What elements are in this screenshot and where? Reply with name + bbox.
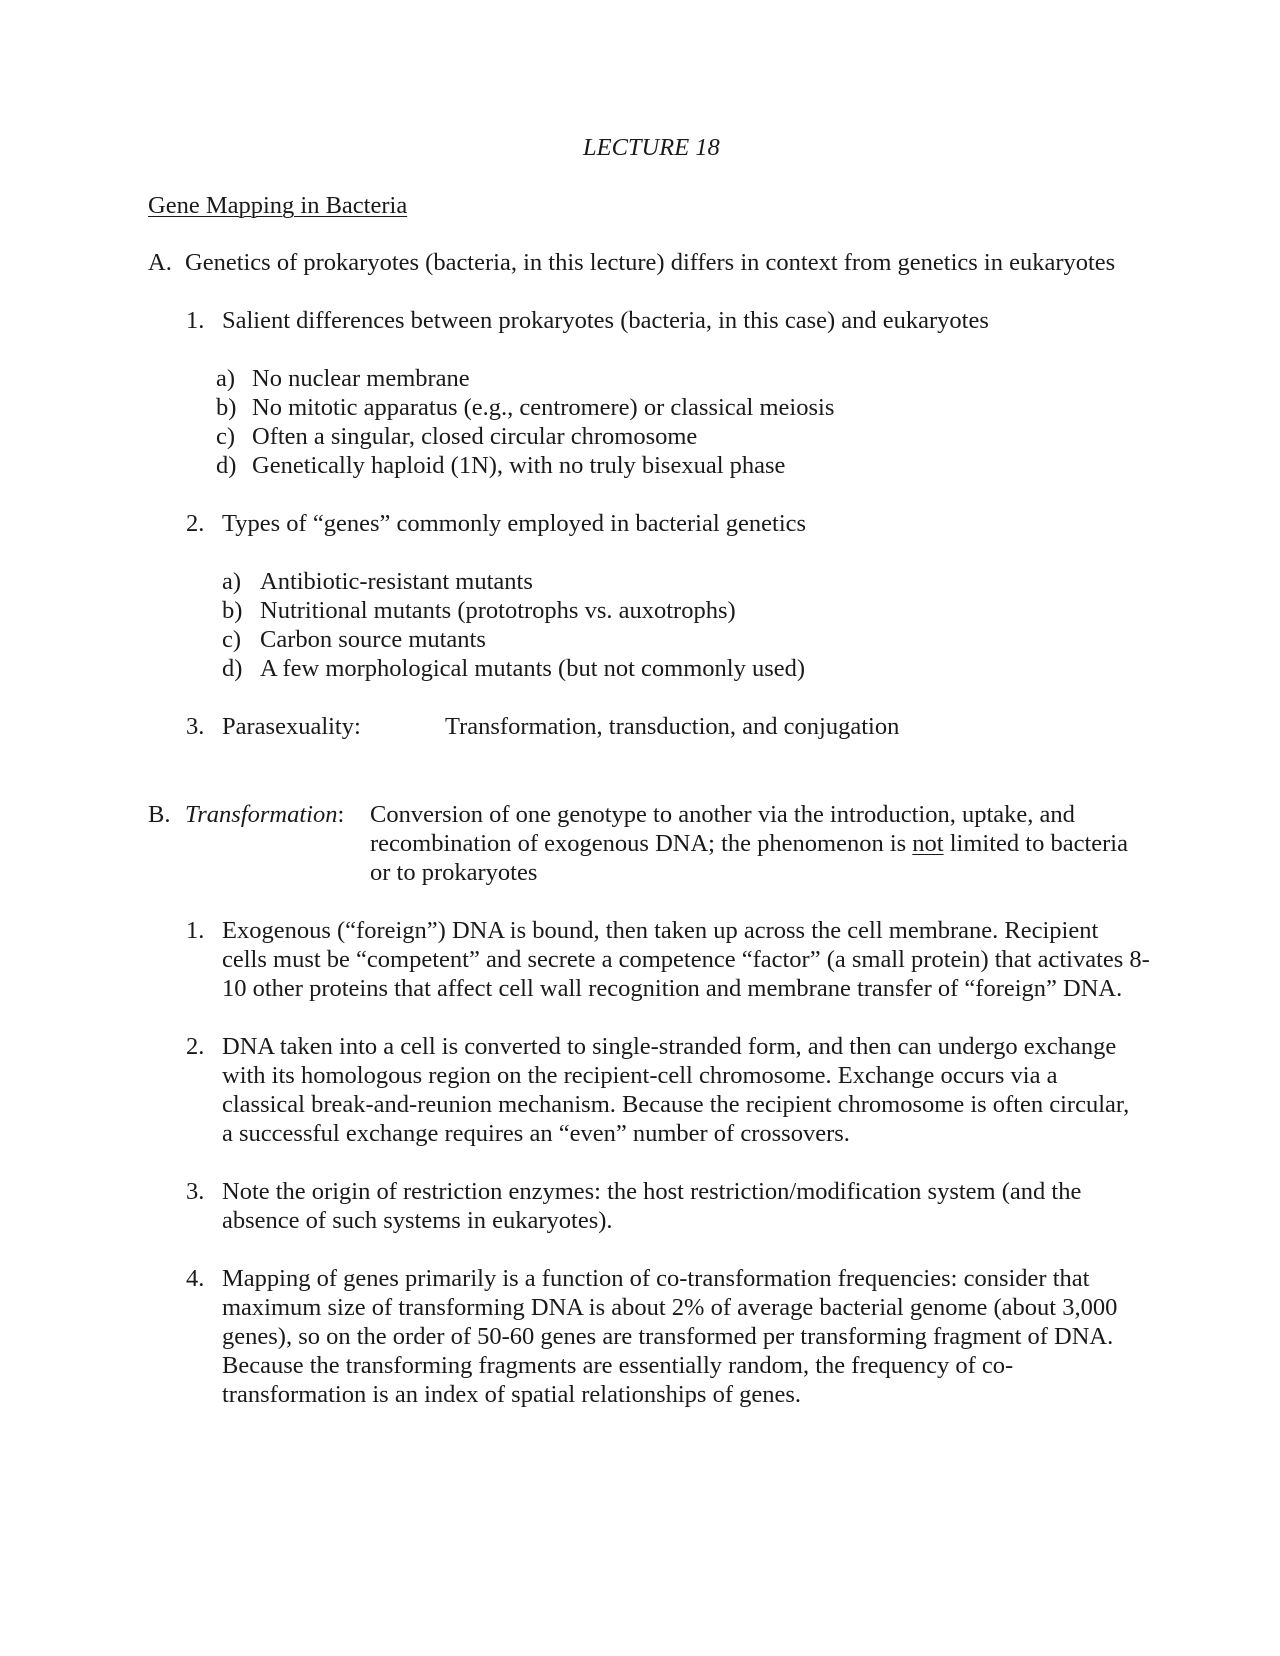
b4-marker: 4. [186, 1265, 205, 1292]
a2-sub-a-text: Antibiotic-resistant mutants [260, 568, 533, 595]
b4-line: Mapping of genes primarily is a function of co-transformation frequencies: consider that [222, 1265, 1090, 1292]
b3-marker: 3. [186, 1178, 205, 1205]
section-b-def-line1: Conversion of one genotype to another via the introduction, uptake, and [370, 801, 1075, 828]
a1-sub-d-marker: d) [216, 452, 237, 479]
b3-line: Note the origin of restriction enzymes: the host restriction/modification system (and the [222, 1178, 1082, 1205]
a3-marker: 3. [186, 713, 205, 740]
a1-sub-c-marker: c) [216, 423, 236, 450]
b4-line: genes), so on the order of 50-60 genes are transformed per transforming fragment of DNA. [222, 1323, 1114, 1350]
section-b-term: Transformation [185, 801, 338, 828]
b1-marker: 1. [186, 917, 205, 944]
section-b-marker: B. [148, 801, 171, 828]
a2-sub-d-text: A few morphological mutants (but not commonly used) [260, 655, 806, 682]
section-b-def-line3: or to prokaryotes [370, 859, 538, 886]
b4-line: maximum size of transforming DNA is about 2% of average bacterial genome (about 3,000 [222, 1294, 1118, 1321]
a1-text: Salient differences between prokaryotes (bacteria, in this case) and eukaryotes [222, 307, 989, 334]
a2-marker: 2. [186, 510, 205, 537]
section-b-term-wrap [185, 800, 344, 830]
section-a-text: Genetics of prokaryotes (bacteria, in this lecture) differs in context from genetics in eukaryotes [185, 249, 1116, 276]
a3-text: Transformation, transduction, and conjugation [445, 713, 900, 740]
b2-line: a successful exchange requires an “even” number of crossovers. [222, 1120, 850, 1147]
section-b-def-line2-a: recombination of exogenous DNA; the phenomenon is [370, 830, 913, 857]
a3-label: Parasexuality: [222, 713, 361, 740]
a2-sub-c-text: Carbon source mutants [260, 626, 486, 653]
a1-sub-d-text: Genetically haploid (1N), with no truly bisexual phase [252, 452, 786, 479]
section-a-marker: A. [148, 249, 172, 276]
a2-text: Types of “genes” commonly employed in bacterial genetics [222, 510, 807, 537]
a2-sub-a-marker: a) [222, 568, 242, 595]
b1-line: Exogenous (“foreign”) DNA is bound, then taken up across the cell membrane. Recipient [222, 917, 1099, 944]
page-title: LECTURE 18 [583, 134, 720, 161]
a1-sub-a-text: No nuclear membrane [252, 365, 470, 392]
a1-sub-a-marker: a) [216, 365, 236, 392]
a1-sub-b-text: No mitotic apparatus (e.g., centromere) or classical meiosis [252, 394, 835, 421]
section-b-def-not: not [912, 830, 944, 857]
b4-line: transformation is an index of spatial relationships of genes. [222, 1381, 802, 1408]
b4-line: Because the transforming fragments are essentially random, the frequency of co- [222, 1352, 1014, 1379]
b2-line: DNA taken into a cell is converted to single-stranded form, and then can undergo exchange [222, 1033, 1117, 1060]
b2-marker: 2. [186, 1033, 205, 1060]
section-b-def-line2-b: limited to bacteria [943, 830, 1128, 857]
a2-sub-b-text: Nutritional mutants (prototrophs vs. auxotrophs) [260, 597, 736, 624]
a2-sub-d-marker: d) [222, 655, 243, 682]
a2-sub-c-marker: c) [222, 626, 242, 653]
section-b-colon: : [337, 801, 345, 828]
section-b-def-line2 [370, 829, 1128, 859]
b1-line: 10 other proteins that affect cell wall recognition and membrane transfer of “foreign” DNA. [222, 975, 1123, 1002]
b2-line: classical break-and-reunion mechanism. Because the recipient chromosome is often circular, [222, 1091, 1130, 1118]
b1-line: cells must be “competent” and secrete a competence “factor” (a small protein) that activates 8- [222, 946, 1150, 973]
a1-sub-b-marker: b) [216, 394, 237, 421]
a1-sub-c-text: Often a singular, closed circular chromosome [252, 423, 698, 450]
section-heading: Gene Mapping in Bacteria [148, 192, 408, 219]
b2-line: with its homologous region on the recipient-cell chromosome. Exchange occurs via a [222, 1062, 1058, 1089]
a1-marker: 1. [186, 307, 205, 334]
b3-line: absence of such systems in eukaryotes). [222, 1207, 613, 1234]
a2-sub-b-marker: b) [222, 597, 243, 624]
